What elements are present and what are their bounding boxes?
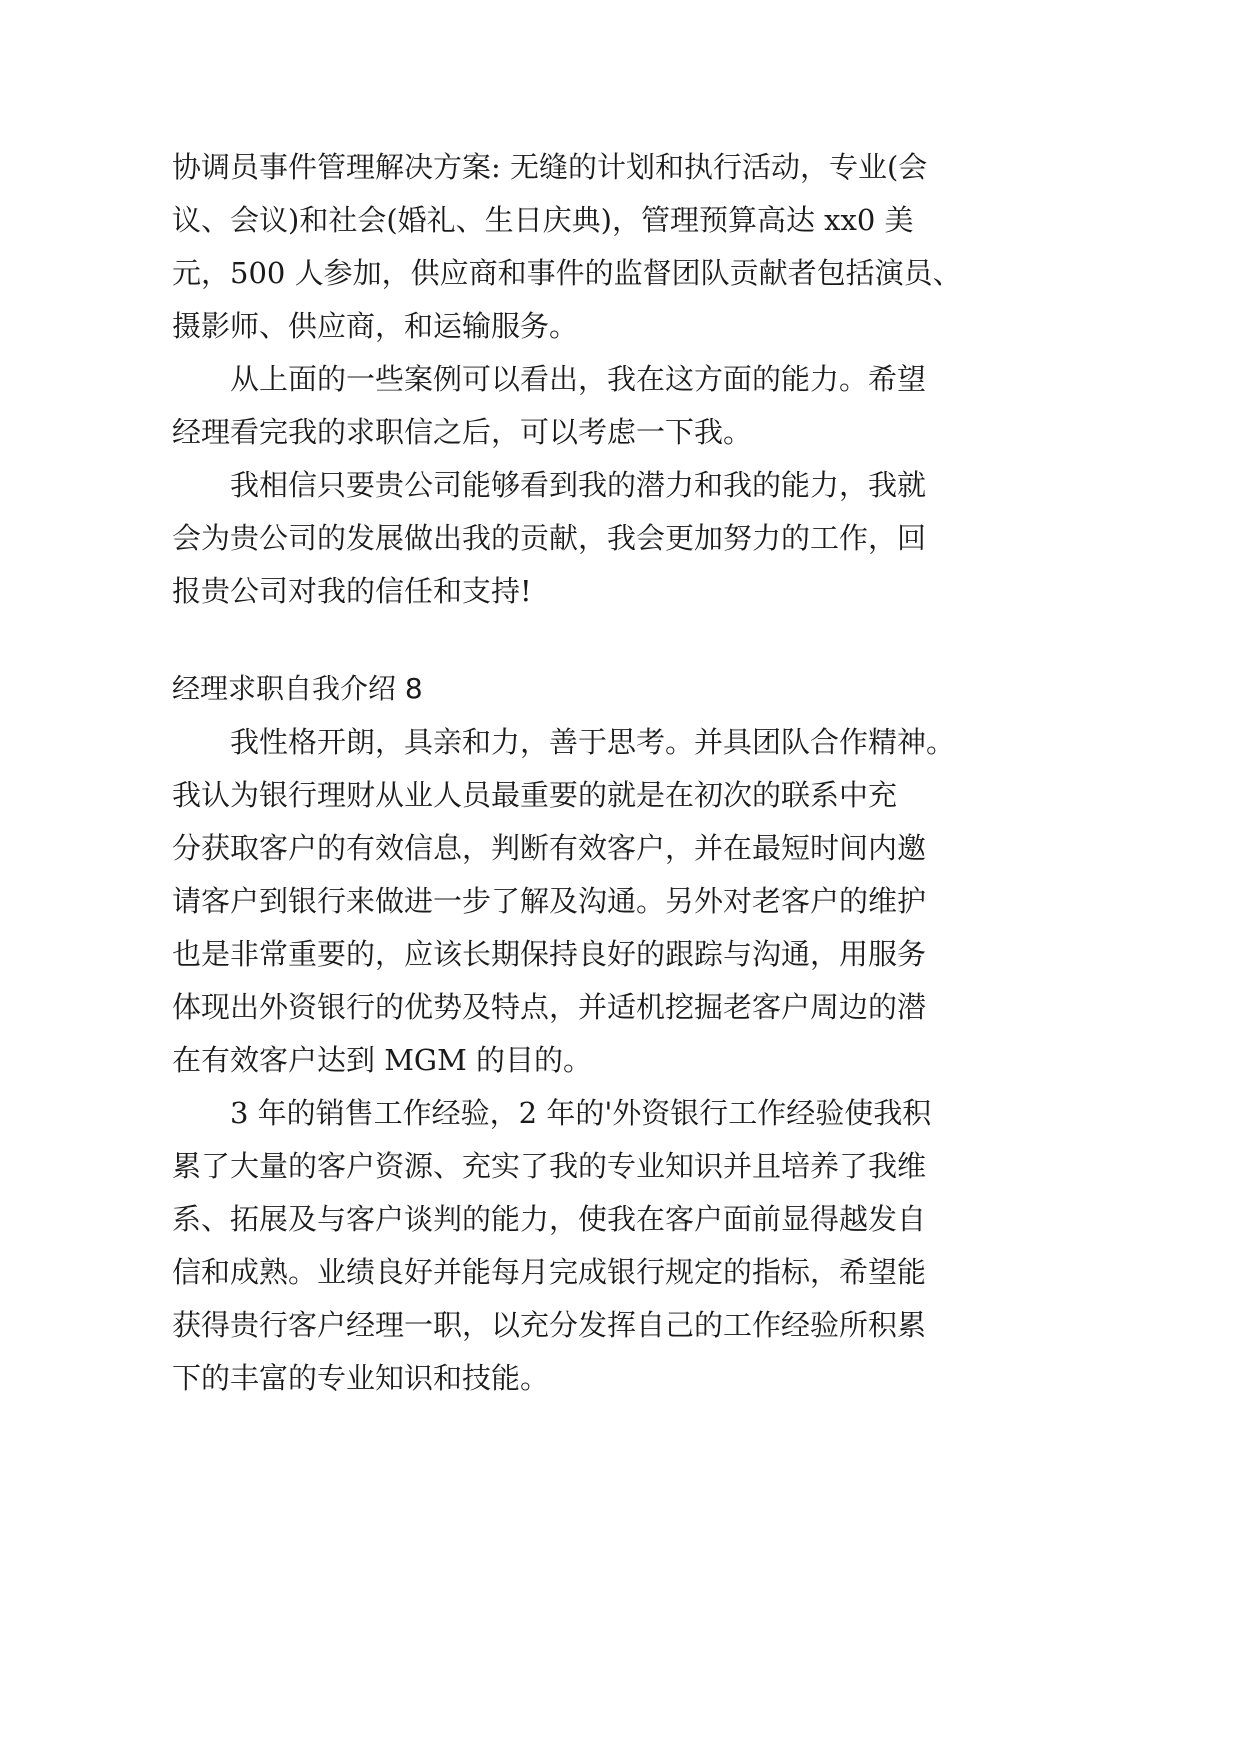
intro-line-4: 摄影师、供应商，和运输服务。 (172, 309, 579, 343)
personality-line-1: 我性格开朗，具亲和力，善于思考。并具团队合作精神。 (230, 725, 956, 759)
belief-line-1: 我相信只要贵公司能够看到我的潜力和我的能力，我就 (230, 468, 927, 502)
experience-line-6: 下的丰富的专业知识和技能。 (172, 1361, 550, 1395)
section-heading: 经理求职自我介绍 8 (172, 672, 423, 705)
intro-line-1: 协调员事件管理解决方案: 无缝的计划和执行活动，专业(会 (172, 150, 928, 184)
cases-line-2: 经理看完我的求职信之后，可以考虑一下我。 (172, 415, 753, 449)
belief-line-2: 会为贵公司的发展做出我的贡献，我会更加努力的工作，回 (172, 521, 927, 555)
experience-line-3: 系、拓展及与客户谈判的能力，使我在客户面前显得越发自 (172, 1202, 927, 1236)
belief-line-3: 报贵公司对我的信任和支持! (172, 574, 532, 608)
experience-line-2: 累了大量的客户资源、充实了我的专业知识并且培养了我维 (172, 1149, 927, 1183)
personality-line-4: 请客户到银行来做进一步了解及沟通。另外对老客户的维护 (172, 884, 927, 918)
cases-line-1: 从上面的一些案例可以看出，我在这方面的能力。希望 (230, 362, 927, 396)
experience-line-1: 3 年的销售工作经验，2 年的'外资银行工作经验使我积 (230, 1096, 932, 1130)
experience-line-5: 获得贵行客户经理一职，以充分发挥自己的工作经验所积累 (172, 1308, 927, 1342)
personality-line-6: 体现出外资银行的优势及特点，并适机挖掘老客户周边的潜 (172, 990, 927, 1024)
intro-line-3: 元，500 人参加，供应商和事件的监督团队贡献者包括演员、 (172, 256, 962, 290)
personality-line-5: 也是非常重要的，应该长期保持良好的跟踪与沟通，用服务 (172, 937, 927, 971)
personality-line-2: 我认为银行理财从业人员最重要的就是在初次的联系中充 (172, 778, 898, 812)
personality-line-7: 在有效客户达到 MGM 的目的。 (172, 1043, 592, 1077)
intro-line-2: 议、会议)和社会(婚礼、生日庆典)，管理预算高达 xx0 美 (172, 203, 914, 237)
personality-line-3: 分获取客户的有效信息，判断有效客户，并在最短时间内邀 (172, 831, 927, 865)
experience-line-4: 信和成熟。业绩良好并能每月完成银行规定的指标，希望能 (172, 1255, 927, 1289)
